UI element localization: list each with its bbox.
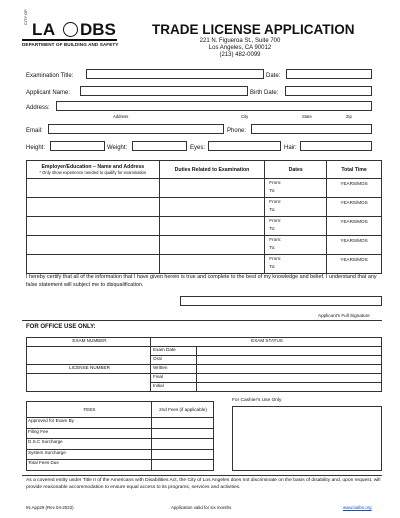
status-value[interactable]	[197, 347, 382, 356]
status-value[interactable]	[197, 383, 382, 392]
total-time-cell[interactable]: YEARS/MOS	[327, 179, 382, 198]
fee-row-label: Approved for Exam By	[27, 418, 152, 429]
eyes-label: Eyes:	[190, 145, 206, 151]
exam-title-label: Examination Title:	[26, 73, 74, 79]
fee-row-value[interactable]	[152, 460, 214, 471]
applicant-name-label: Applicant Name:	[26, 90, 71, 96]
to-label: To:	[269, 245, 276, 250]
height-label: Height:	[26, 145, 46, 151]
table-row	[27, 179, 382, 198]
office-address-line1: 221 N. Figueroa St., Suite 700	[199, 38, 281, 44]
birth-date-field[interactable]	[285, 86, 372, 96]
total-time-cell[interactable]: YEARS/MOS	[327, 198, 382, 217]
duties-cell[interactable]	[159, 236, 265, 255]
status-label: Written	[151, 365, 197, 374]
duties-cell[interactable]	[159, 217, 265, 236]
email-label: Email:	[26, 128, 43, 134]
status-label: Initial	[151, 383, 197, 392]
logo-dept-text: DEPARTMENT OF BUILDING AND SAFETY	[22, 42, 119, 47]
birth-date-label: Birth Date:	[250, 90, 279, 96]
table-row	[27, 236, 382, 255]
address-field[interactable]	[56, 101, 372, 111]
phone-label: Phone:	[227, 128, 247, 134]
employer-header-note: * Only show experience needed to qualify for examination	[39, 170, 147, 175]
employer-cell[interactable]	[27, 198, 160, 217]
fee-row-label: System Surcharge	[27, 449, 152, 460]
status-label: Final	[151, 374, 197, 383]
address-sub-label: Address	[113, 114, 129, 119]
cashier-label: For Cashier's Use Only	[232, 398, 282, 403]
duties-header: Duties Related to Examination	[159, 161, 265, 179]
logo-dbs-text: DBS	[80, 20, 116, 39]
logo-city-text: CITY OF	[23, 9, 28, 25]
from-label: From:	[269, 180, 282, 185]
ladbs-logo	[22, 9, 122, 52]
section-divider	[22, 320, 382, 321]
employer-cell[interactable]	[27, 255, 160, 274]
duties-cell[interactable]	[159, 179, 265, 198]
employer-header	[27, 161, 160, 179]
status-label: Oral	[151, 356, 197, 365]
signature-field[interactable]	[180, 296, 382, 306]
table-row	[27, 198, 382, 217]
table-row	[27, 255, 382, 274]
dates-cell[interactable]	[265, 179, 327, 198]
email-field[interactable]	[48, 124, 224, 134]
fees-header: FEES	[27, 402, 152, 418]
duties-cell[interactable]	[159, 198, 265, 217]
employer-cell[interactable]	[27, 217, 160, 236]
dates-cell[interactable]	[265, 217, 327, 236]
address-label: Address:	[26, 105, 50, 111]
date-label: Date:	[266, 73, 281, 79]
exam-title-field[interactable]	[86, 69, 264, 79]
city-seal-icon	[63, 22, 78, 37]
certification-text: I hereby certify that all of the information that I have given herein is true and complete to the best of my knowledge and belief. I understand that any false statement will subject me to disqualification.	[26, 274, 377, 288]
signature-label: Applicant's Full Signature	[318, 313, 370, 318]
weight-label: Weight:	[107, 145, 128, 151]
license-number-cell[interactable]	[27, 374, 151, 392]
dates-cell[interactable]	[265, 198, 327, 217]
logo-la-text: LA	[32, 20, 56, 39]
fee-row-value[interactable]	[152, 439, 214, 450]
office-exam-table	[26, 337, 382, 392]
status-value[interactable]	[197, 374, 382, 383]
validity-note: Application valid for six months	[171, 505, 232, 510]
website-link[interactable]: www.ladbs.org	[343, 505, 372, 510]
duties-cell[interactable]	[159, 255, 265, 274]
from-label: From:	[269, 237, 282, 242]
fee-row-value[interactable]	[152, 428, 214, 439]
office-phone: (213) 482-0099	[219, 52, 261, 58]
fee-row-value[interactable]	[152, 418, 214, 429]
exam-number-cell[interactable]	[27, 347, 151, 365]
logo-rule	[22, 39, 117, 41]
exam-status-header: EXAM STATUS	[151, 338, 382, 347]
status-label: Exam Date	[151, 347, 197, 356]
dates-cell[interactable]	[265, 255, 327, 274]
hair-label: Hair:	[284, 145, 297, 151]
total-time-cell[interactable]: YEARS/MOS	[327, 255, 382, 274]
dates-header: Dates	[265, 161, 327, 179]
total-time-cell[interactable]: YEARS/MOS	[327, 217, 382, 236]
to-label: To:	[269, 226, 276, 231]
weight-field[interactable]	[132, 141, 187, 151]
employment-table	[26, 160, 382, 274]
to-label: To:	[269, 264, 276, 269]
total-time-cell[interactable]: YEARS/MOS	[327, 236, 382, 255]
employer-cell[interactable]	[27, 179, 160, 198]
zip-sub-label: Zip	[346, 114, 352, 119]
form-id: IN.App29 (Rev 04-2022)	[26, 505, 74, 510]
from-label: From:	[269, 256, 282, 261]
fee-row-value[interactable]	[152, 449, 214, 460]
eyes-field[interactable]	[208, 141, 281, 151]
page-title: TRADE LICENSE APPLICATION	[152, 22, 355, 37]
exam-number-header: EXAM NUMBER	[27, 338, 151, 347]
office-use-heading: FOR OFFICE USE ONLY:	[26, 324, 96, 330]
table-row	[27, 217, 382, 236]
office-address-line2: Los Angeles, CA 90012	[208, 45, 272, 51]
dates-cell[interactable]	[265, 236, 327, 255]
fees-table	[26, 401, 214, 471]
status-value[interactable]	[197, 365, 382, 374]
employer-header-text: Employer/Education – Name and Address	[41, 164, 145, 170]
from-label: From:	[269, 218, 282, 223]
from-label: From:	[269, 199, 282, 204]
hair-field[interactable]	[300, 141, 372, 151]
cashier-box[interactable]	[232, 406, 382, 471]
fee-row-label: D.S.C Surcharge	[27, 439, 152, 450]
total-time-header: Total Time	[327, 161, 382, 179]
city-sub-label: City	[241, 114, 249, 119]
fee-row-label: Filing Fee	[27, 428, 152, 439]
fee-row-label: Total Fees Due	[27, 460, 152, 471]
date-field[interactable]	[286, 69, 372, 79]
applicant-name-field[interactable]	[80, 86, 248, 96]
second-fees-header: 2nd Fees (if applicable)	[152, 402, 214, 418]
employer-cell[interactable]	[27, 236, 160, 255]
phone-field[interactable]	[251, 124, 372, 134]
ada-notice: As a covered entity under Title II of the Americans with Disabilities Act, the City of Los Angeles does not discriminate on the basis of disability and, upon request, will provide reasonable accommodation to ensure equal access to its programs, services and activities.	[26, 478, 381, 490]
state-sub-label: State	[302, 114, 312, 119]
to-label: To:	[269, 207, 276, 212]
footer-divider	[22, 475, 382, 476]
license-number-header: LICENSE NUMBER	[27, 365, 151, 374]
status-value[interactable]	[197, 356, 382, 365]
to-label: To:	[269, 188, 276, 193]
height-field[interactable]	[50, 141, 105, 151]
